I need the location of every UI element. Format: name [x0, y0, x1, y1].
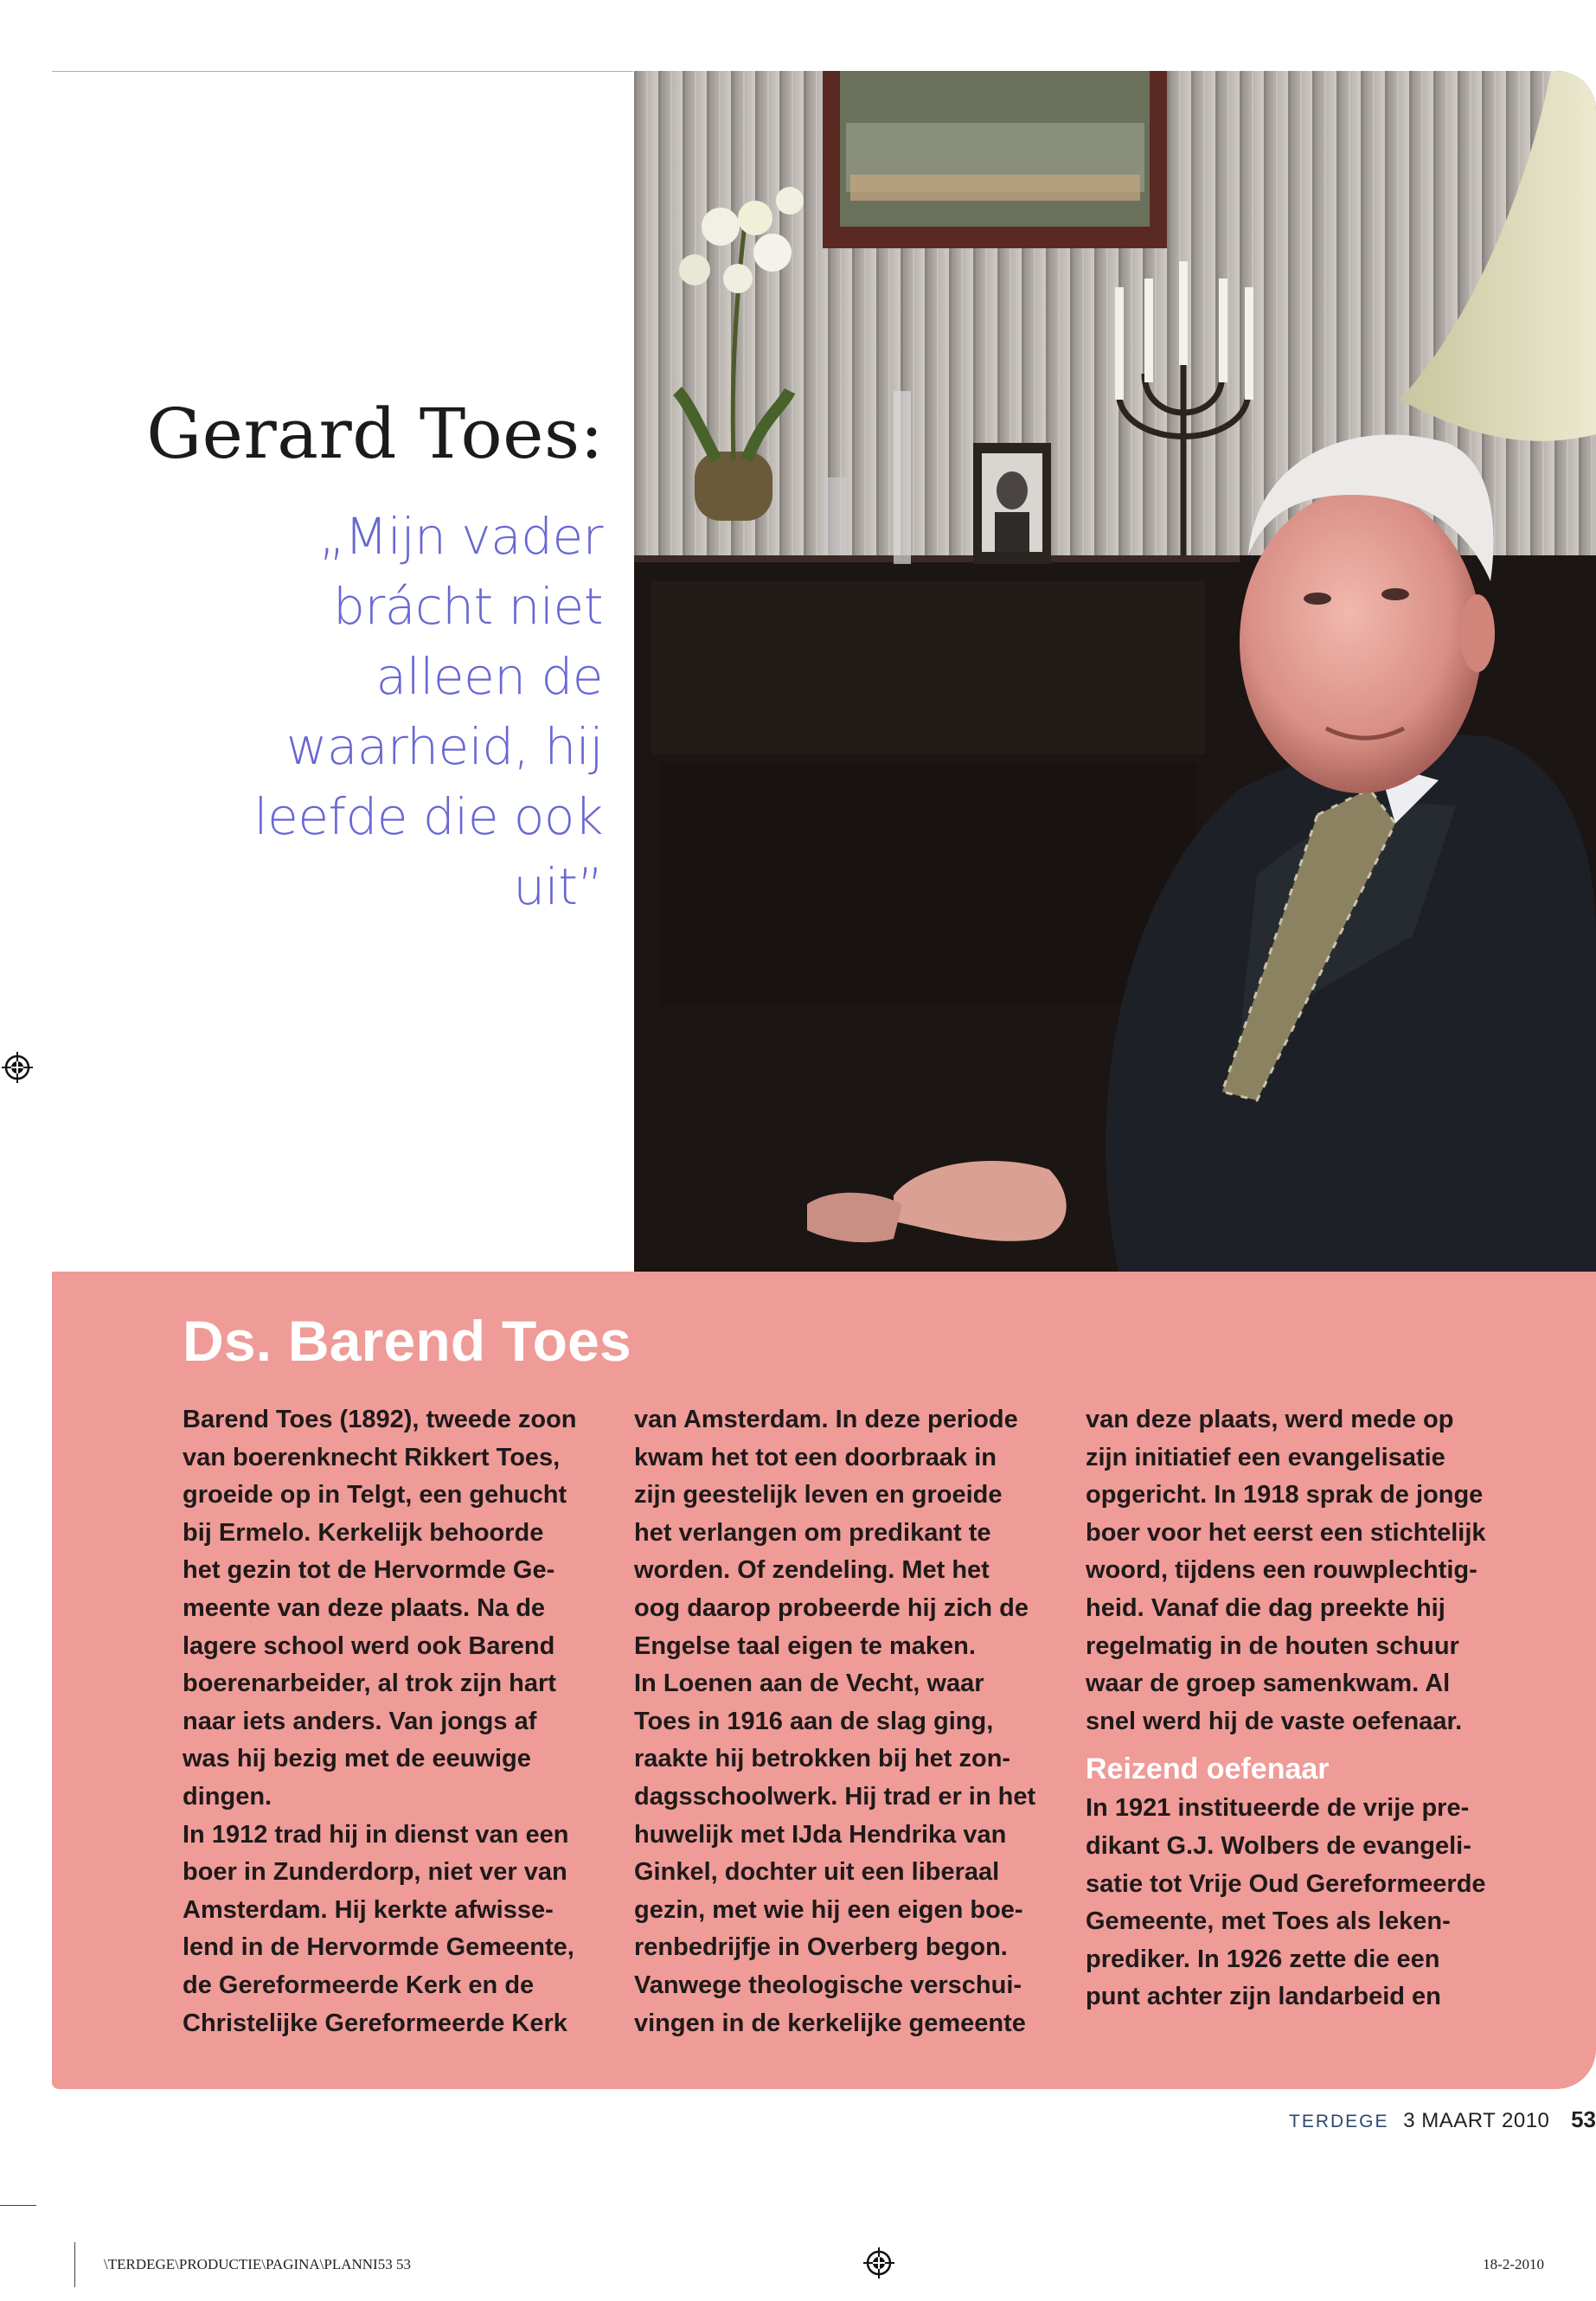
text-line: boerenarbeider, al trok zijn hart: [183, 1670, 556, 1698]
top-rule: [52, 71, 633, 72]
text-line: In 1921 institueerde de vrije pre-: [1086, 1794, 1470, 1823]
text-line: bij Ermelo. Kerkelijk behoorde: [183, 1518, 544, 1547]
page-footer: [1289, 2106, 1596, 2141]
text-line: dikant G.J. Wolbers de evangeli-: [1086, 1831, 1471, 1860]
text-line: Amsterdam. Hij kerkte afwisse-: [183, 1895, 554, 1924]
text-line: kwam het tot een doorbraak in: [634, 1443, 997, 1471]
text-line: zijn initiatief een evangelisatie: [1086, 1443, 1445, 1471]
text-line: van deze plaats, werd mede op: [1086, 1406, 1454, 1433]
text-line: heid. Vanaf die dag preekte hij: [1086, 1593, 1445, 1622]
text-line: Toes in 1916 aan de slag ging,: [634, 1707, 994, 1735]
text-line: Vanwege theologische verschui-: [634, 1971, 1022, 1999]
small-photo-frame: [973, 443, 1051, 564]
article-headline: Gerard Toes:: [146, 394, 604, 474]
magazine-name: TERDEGE: [1289, 2112, 1389, 2131]
text-line: In 1912 trad hij in dienst van een: [183, 1820, 569, 1849]
text-line: groeide op in Telgt, een gehucht: [183, 1481, 567, 1509]
text-line: In Loenen aan de Vecht, waar: [634, 1670, 984, 1698]
text-line: prediker. In 1926 zette die een: [1086, 1945, 1440, 1973]
wall-picture-frame: [823, 71, 1167, 248]
section-subheading: Reizend oefenaar: [1086, 1753, 1330, 1786]
text-line: lagere school werd ook Barend: [183, 1631, 555, 1660]
text-line: Barend Toes (1892), tweede zoon: [183, 1406, 577, 1433]
text-line: opgericht. In 1918 sprak de jonge: [1086, 1481, 1484, 1509]
text-line: Gemeente, met Toes als leken-: [1086, 1907, 1451, 1936]
text-line: van Amsterdam. In deze periode: [634, 1406, 1018, 1433]
text-line: boer in Zunderdorp, niet ver van: [183, 1858, 567, 1887]
registration-mark-icon: [863, 2247, 894, 2279]
text-line: Christelijke Gereformeerde Kerk: [183, 2009, 567, 2037]
portrait-photo: [634, 71, 1596, 1272]
text-line: meente van deze plaats. Na de: [183, 1593, 546, 1622]
text-line: snel werd hij de vaste oefenaar.: [1086, 1707, 1463, 1735]
print-slug-path: \TERDEGE\PRODUCTIE\PAGINA\PLANNI53 53: [104, 2256, 411, 2272]
issue-date: 3 MAART 2010: [1403, 2109, 1550, 2132]
text-line: naar iets anders. Van jongs af: [183, 1707, 537, 1735]
crop-mark: [74, 2242, 75, 2287]
text-line: waar de groep samenkwam. Al: [1086, 1670, 1451, 1698]
biography-column-1: [183, 1401, 619, 2042]
text-line: Engelse taal eigen te maken.: [634, 1631, 976, 1660]
text-line: van boerenknecht Rikkert Toes,: [183, 1443, 561, 1471]
biography-column-2: [634, 1401, 1071, 2042]
registration-mark-icon: [2, 1052, 33, 1083]
crop-mark: [0, 2205, 36, 2206]
text-line: dagsschoolwerk. Hij trad er in het: [634, 1782, 1036, 1811]
biography-box: [52, 1272, 1596, 2089]
text-line: was hij bezig met de eeuwige: [183, 1745, 531, 1773]
text-line: dingen.: [183, 1782, 272, 1811]
print-slug-date: 18-2-2010: [1483, 2256, 1544, 2272]
text-line: woord, tijdens een rouwplechtig-: [1086, 1556, 1477, 1585]
text-line: lend in de Hervormde Gemeente,: [183, 1933, 574, 1962]
text-line: de Gereformeerde Kerk en de: [183, 1971, 535, 1999]
biography-column-3: [1086, 1401, 1522, 2016]
page-number: 53: [1571, 2106, 1596, 2132]
text-line: vingen in de kerkelijke gemeente: [634, 2009, 1026, 2037]
pull-quote: „Mijn vader brácht niet alleen de waarheid, hij leefde die ook uit”: [253, 507, 603, 916]
text-line: zijn geestelijk leven en groeide: [634, 1481, 1003, 1509]
biography-title: Ds. Barend Toes: [183, 1309, 631, 1373]
text-line: het verlangen om predikant te: [634, 1518, 991, 1547]
text-line: renbedrijfje in Overberg begon.: [634, 1933, 1008, 1962]
text-line: punt achter zijn landarbeid en: [1086, 1983, 1441, 2011]
text-line: worden. Of zendeling. Met het: [634, 1556, 990, 1585]
text-line: boer voor het eerst een stichtelijk: [1086, 1518, 1486, 1547]
text-line: oog daarop probeerde hij zich de: [634, 1593, 1029, 1622]
text-line: huwelijk met IJda Hendrika van: [634, 1820, 1007, 1849]
text-line: het gezin tot de Hervormde Ge-: [183, 1556, 555, 1585]
text-line: Ginkel, dochter uit een liberaal: [634, 1858, 1000, 1887]
text-line: regelmatig in de houten schuur: [1086, 1631, 1459, 1660]
text-line: raakte hij betrokken bij het zon-: [634, 1745, 1011, 1773]
text-line: gezin, met wie hij een eigen boe-: [634, 1895, 1023, 1924]
text-line: satie tot Vrije Oud Gereformeerde: [1086, 1869, 1486, 1898]
